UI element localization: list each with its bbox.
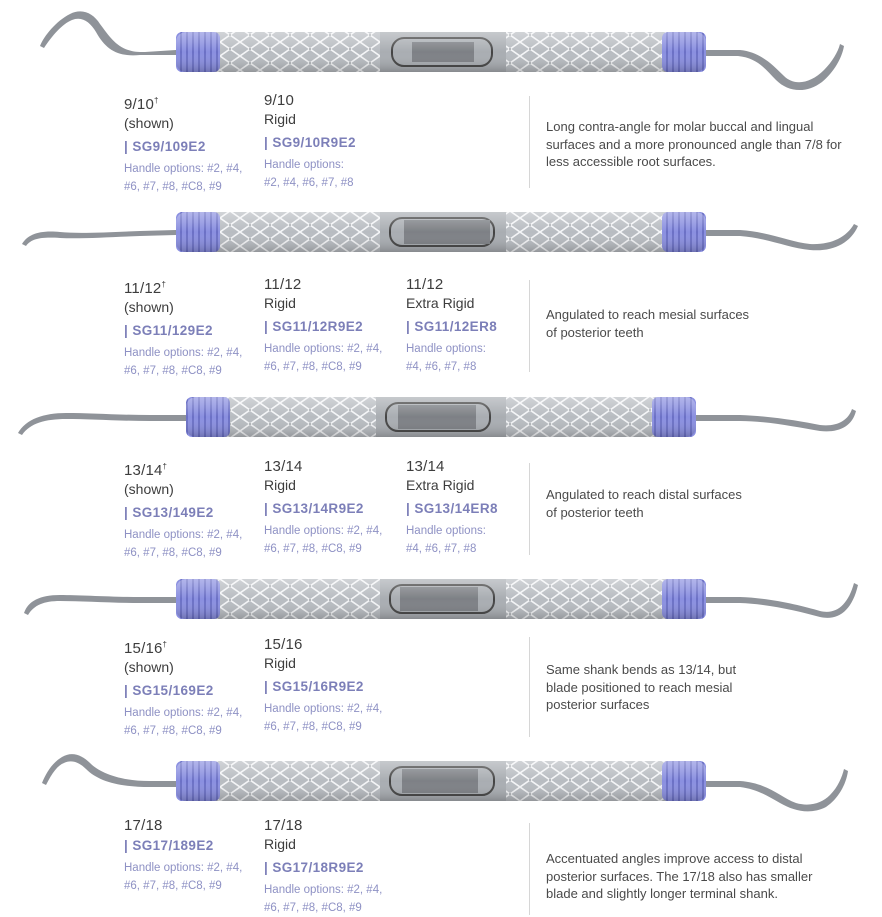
handle-options: Handle options: #2, #4, #6, #7, #8, #C8, #9 [124,529,243,559]
instrument-size: 15/16 [264,636,303,653]
instrument-size: 13/14† [124,462,168,479]
instrument-size: 9/10 [264,92,294,109]
instrument-note: Extra Rigid [406,477,475,493]
instrument-section-1 [0,0,882,193]
product-code: | SG17/18R9E2 [264,860,364,875]
instrument-note: Rigid [264,295,296,311]
handle-options: Handle options: #2, #4, #6, #7, #8, #C8, #9 [124,163,243,193]
product-code: | SG13/14R9E2 [264,501,364,516]
instrument-description: Accentuated angles improve access to distal posterior surfaces. The 17/18 also has smaller blade and slightly longer terminal shank. [546,851,813,901]
product-column [124,458,259,562]
handle-options: Handle options: #4, #6, #7, #8 [406,343,486,373]
instrument-note: (shown) [124,299,174,315]
product-column [264,92,399,192]
instrument-note: Extra Rigid [406,295,475,311]
instrument-size: 17/18 [124,817,163,834]
instrument-description: Long contra-angle for molar buccal and lingual surfaces and a more pronounced angle than 7/8 for less accessible root surfaces. [546,119,842,169]
instrument-note: Rigid [264,655,296,671]
product-code: | SG15/16R9E2 [264,679,364,694]
product-code: | SG11/12R9E2 [264,319,364,334]
instrument-size: 13/14 [264,458,303,475]
product-column [406,276,541,376]
instrument-description: Angulated to reach mesial surfaces of posterior teeth [546,307,750,340]
handle-options: Handle options: #2, #4, #6, #7, #8, #C8, #9 [264,884,383,914]
handle-options: Handle options: #4, #6, #7, #8 [406,525,486,555]
product-column [124,817,259,895]
product-code: | SG11/129E2 [124,323,213,338]
instrument-description: Same shank bends as 13/14, but blade positioned to reach mesial posterior surfaces [546,662,737,712]
instrument-note: (shown) [124,115,174,131]
instrument-size: 11/12† [124,280,167,297]
product-column [124,92,259,196]
product-column [406,458,541,558]
instrument-section-3 [0,375,882,565]
instrument-note: Rigid [264,836,296,852]
handle-options: Handle options: #2, #4, #6, #7, #8, #C8, #9 [264,343,383,373]
divider [529,463,530,555]
divider [529,823,530,915]
product-column [264,276,399,376]
handle-options: Handle options: #2, #4, #6, #7, #8, #C8, #9 [124,707,243,737]
product-code: | SG17/189E2 [124,838,214,853]
product-column [264,817,399,917]
product-code: | SG13/149E2 [124,505,214,520]
instrument-section-5 [0,745,882,915]
product-code: | SG13/14ER8 [406,501,498,516]
divider [529,280,530,372]
handle-options: Handle options: #2, #4, #6, #7, #8, #C8, #9 [124,862,243,892]
instrument-size: 17/18 [264,817,303,834]
instrument-note: (shown) [124,659,174,675]
handle-options: Handle options: #2, #4, #6, #7, #8, #C8, #9 [124,347,243,377]
product-code: | SG9/109E2 [124,139,206,154]
product-column [124,276,259,380]
product-column [124,636,259,740]
product-code: | SG9/10R9E2 [264,135,356,150]
instrument-section-2 [0,190,882,375]
instrument-note: (shown) [124,481,174,497]
product-column [264,636,399,736]
instrument-size: 11/12 [406,276,444,293]
instrument-note: Rigid [264,111,296,127]
instrument-section-4 [0,565,882,745]
product-code: | SG11/12ER8 [406,319,498,334]
instrument-size: 11/12 [264,276,302,293]
divider [529,637,530,737]
instrument-note: Rigid [264,477,296,493]
handle-options: Handle options: #2, #4, #6, #7, #8, #C8, #9 [264,703,383,733]
instrument-size: 15/16† [124,640,168,657]
instrument-description: Angulated to reach distal surfaces of posterior teeth [546,487,742,520]
divider [529,96,530,188]
product-column [264,458,399,558]
handle-options: Handle options: #2, #4, #6, #7, #8 [264,159,354,189]
instrument-size: 13/14 [406,458,445,475]
handle-options: Handle options: #2, #4, #6, #7, #8, #C8, #9 [264,525,383,555]
instrument-size: 9/10† [124,96,159,113]
product-code: | SG15/169E2 [124,683,214,698]
